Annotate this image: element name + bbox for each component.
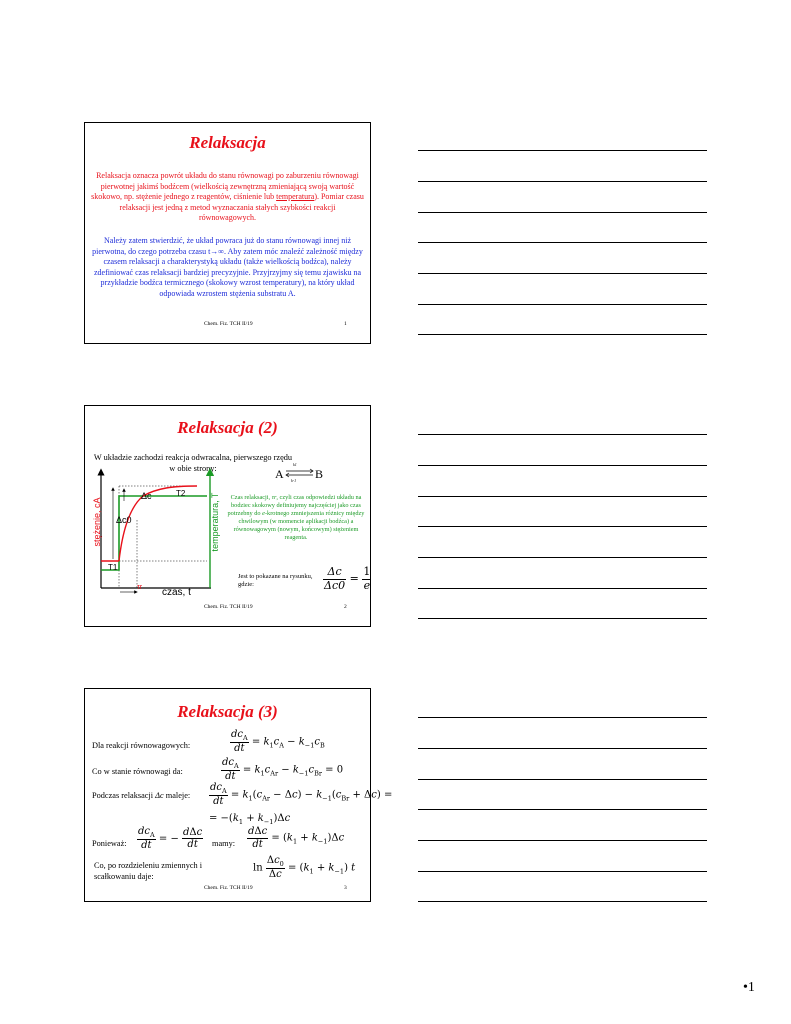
text-part: , czyli czas odpowiedzi układu na bodziec skokowy definiujemy najczęściej jako czas potrzebny do — [227, 494, 362, 518]
footer-text: Chem. Fiz. TCH II/19 — [204, 604, 253, 610]
text-part: Relaksacja oznacza powrót układu do stanu równowagi po zaburzeniu równowagi pierwotnej jakimś bodźcem (wielkością zewnętrzną zmieniającą swoją wartość skokowo, np. stężenie jednego z reagentów, ciśnienie lub — [91, 171, 359, 202]
reactant-a: A — [275, 467, 284, 481]
slide-title: Relaksacja (3) — [177, 702, 278, 721]
text-part: Czas relaksacji, — [230, 494, 272, 501]
footer-text: Chem. Fiz. TCH II/19 — [204, 321, 253, 327]
text-part: maleje: — [163, 791, 191, 800]
tau-symbol: τr — [271, 494, 277, 501]
product-b: B — [315, 467, 324, 481]
note-line — [418, 748, 707, 749]
note-line — [418, 717, 707, 718]
note-line — [418, 273, 707, 274]
page-number: •1 — [743, 980, 755, 995]
note-line — [418, 901, 707, 902]
integration-label: Co, po rozdzieleniu zmiennych i scałkowaniu daje: — [94, 861, 203, 881]
slide-number: 2 — [344, 604, 347, 610]
relaxation-equation-continued: = $-(k_1 + k_{-1})\Delta c$ — [209, 813, 291, 826]
rate-equation: $\frac{dc_A}{dt}$ = $k_1c_A - k_{-1}c_B$ — [231, 729, 325, 755]
delta-c-symbol: Δc — [155, 791, 164, 800]
slide-title: Relaksacja (2) — [177, 418, 278, 437]
temperature-step-line — [101, 496, 207, 570]
intro-text: W układzie zachodzi reakcja odwracalna, pierwszego rzędu w obie strony: — [93, 453, 293, 473]
note-line — [418, 840, 707, 841]
label-t1: T1 — [108, 563, 118, 572]
slide-title: Relaksacja — [189, 133, 266, 152]
label-delta-c: Δc — [141, 491, 152, 501]
differential-equation: $\frac{\text{dΔc}}{dt}$ = $(k_1 + k_{-1})\Delta c$ — [248, 826, 345, 850]
relaxation-equation: $\frac{dc_A}{dt}$ = $k_1(c_{Ar} - \Delta c) - k_{-1}(c_{Br} + \Delta c)$ = — [210, 782, 393, 808]
relaxation-time-description — [225, 494, 367, 542]
note-line — [418, 434, 707, 435]
rate-constant-forward: k1 — [293, 462, 297, 467]
eq-rhs-numerator: 1 — [363, 565, 371, 578]
slide-2 — [84, 405, 371, 627]
slide-number: 1 — [344, 321, 347, 327]
equilibrium-equation: $\frac{dc_A}{dt}$ = $k_1c_{Ar} - k_{-1}c_{Br} = 0$ — [222, 757, 344, 783]
reaction-scheme — [275, 462, 325, 485]
integrated-equation: ln $\frac{\Delta c_0}{\Delta c}$ = $(k_1 + k_{-1})$ t — [253, 855, 356, 881]
equilibrium-arrows-icon — [285, 465, 315, 481]
footer-text: Chem. Fiz. TCH II/19 — [204, 885, 253, 891]
note-line — [418, 557, 707, 558]
label-delta-c0: Δc0 — [116, 515, 132, 525]
relaxation-definition-equation: $\frac{\Delta c}{\Delta c0}$ = $\frac{1}{e}$ — [324, 565, 371, 592]
y-axis-label-temperature: temperatura, T — [210, 492, 220, 552]
note-line — [418, 618, 707, 619]
note-line — [418, 465, 707, 466]
relaxation-chart — [87, 466, 217, 596]
derivative-identity-equation: $\frac{dc_A}{dt}$ = − $\frac{\text{dΔc}}{dt}$ — [138, 826, 203, 852]
note-line — [418, 496, 707, 497]
e-symbol: e — [262, 510, 265, 518]
note-line — [418, 779, 707, 780]
relaxation-decrease-label — [92, 791, 190, 800]
temperature-link[interactable]: temperatura — [276, 192, 315, 202]
explanation-paragraph: Należy zatem stwierdzić, że układ powraca już do stanu równowagi innej niż pierwotna, do czego potrzeba czasu t→∞. Aby zatem móc znaleźć zależność między czasem relaksacji a charakterystyką układu (także wielkością bodźca), należy zdefiniować czas relaksacji bardziej precyzyjnie. Przyjrzyjmy się temu zjawisku na przykładzie bodźca termicznego (skokowy wzrost temperatury), na który układ odpowiada wzrostem stężenia substratu A. — [92, 236, 363, 298]
text-part: -krotnego zmniejszenia różnicy między chwilowym (w momencie aplikacji bodźca) a równowagowym (nowym, końcowym) stężeniem reagenta. — [233, 510, 365, 542]
slide-3 — [84, 688, 393, 902]
label-tau: τr — [137, 584, 143, 591]
y-axis-label-concentration: stężenie, cA — [92, 497, 102, 547]
note-line — [418, 242, 707, 243]
note-line — [418, 809, 707, 810]
equilibrium-state-label: Co w stanie równowagi da: — [92, 767, 183, 776]
equilibrium-reaction-label: Dla reakcji równowagowych: — [92, 741, 191, 750]
note-line — [418, 526, 707, 527]
text-part: Podczas relaksacji — [92, 791, 156, 800]
we-have-label: mamy: — [212, 839, 236, 848]
text-part: ). Pomiar czasu relaksacji jest jedną z metod wyznaczania stałych szybkości reakcji równowagowych. — [119, 192, 364, 223]
eq-denominator: Δc0 — [324, 578, 346, 592]
note-line — [418, 871, 707, 872]
note-line — [418, 150, 707, 151]
definition-paragraph — [91, 171, 364, 224]
eq-rhs-denominator: e — [363, 578, 371, 592]
shown-on-figure-text: Jest to pokazane na rysunku, gdzie: — [238, 573, 313, 589]
rate-constant-backward: k-1 — [291, 478, 297, 483]
note-line — [418, 304, 707, 305]
note-line — [418, 212, 707, 213]
slide-1 — [84, 122, 371, 344]
note-line — [418, 588, 707, 589]
eq-numerator: Δc — [323, 566, 346, 580]
note-line — [418, 334, 707, 335]
x-axis-label: czas, t — [162, 587, 191, 598]
slide-number: 3 — [344, 885, 347, 891]
since-label: Ponieważ: — [92, 839, 127, 848]
label-t2: T2 — [176, 489, 186, 498]
note-line — [418, 181, 707, 182]
